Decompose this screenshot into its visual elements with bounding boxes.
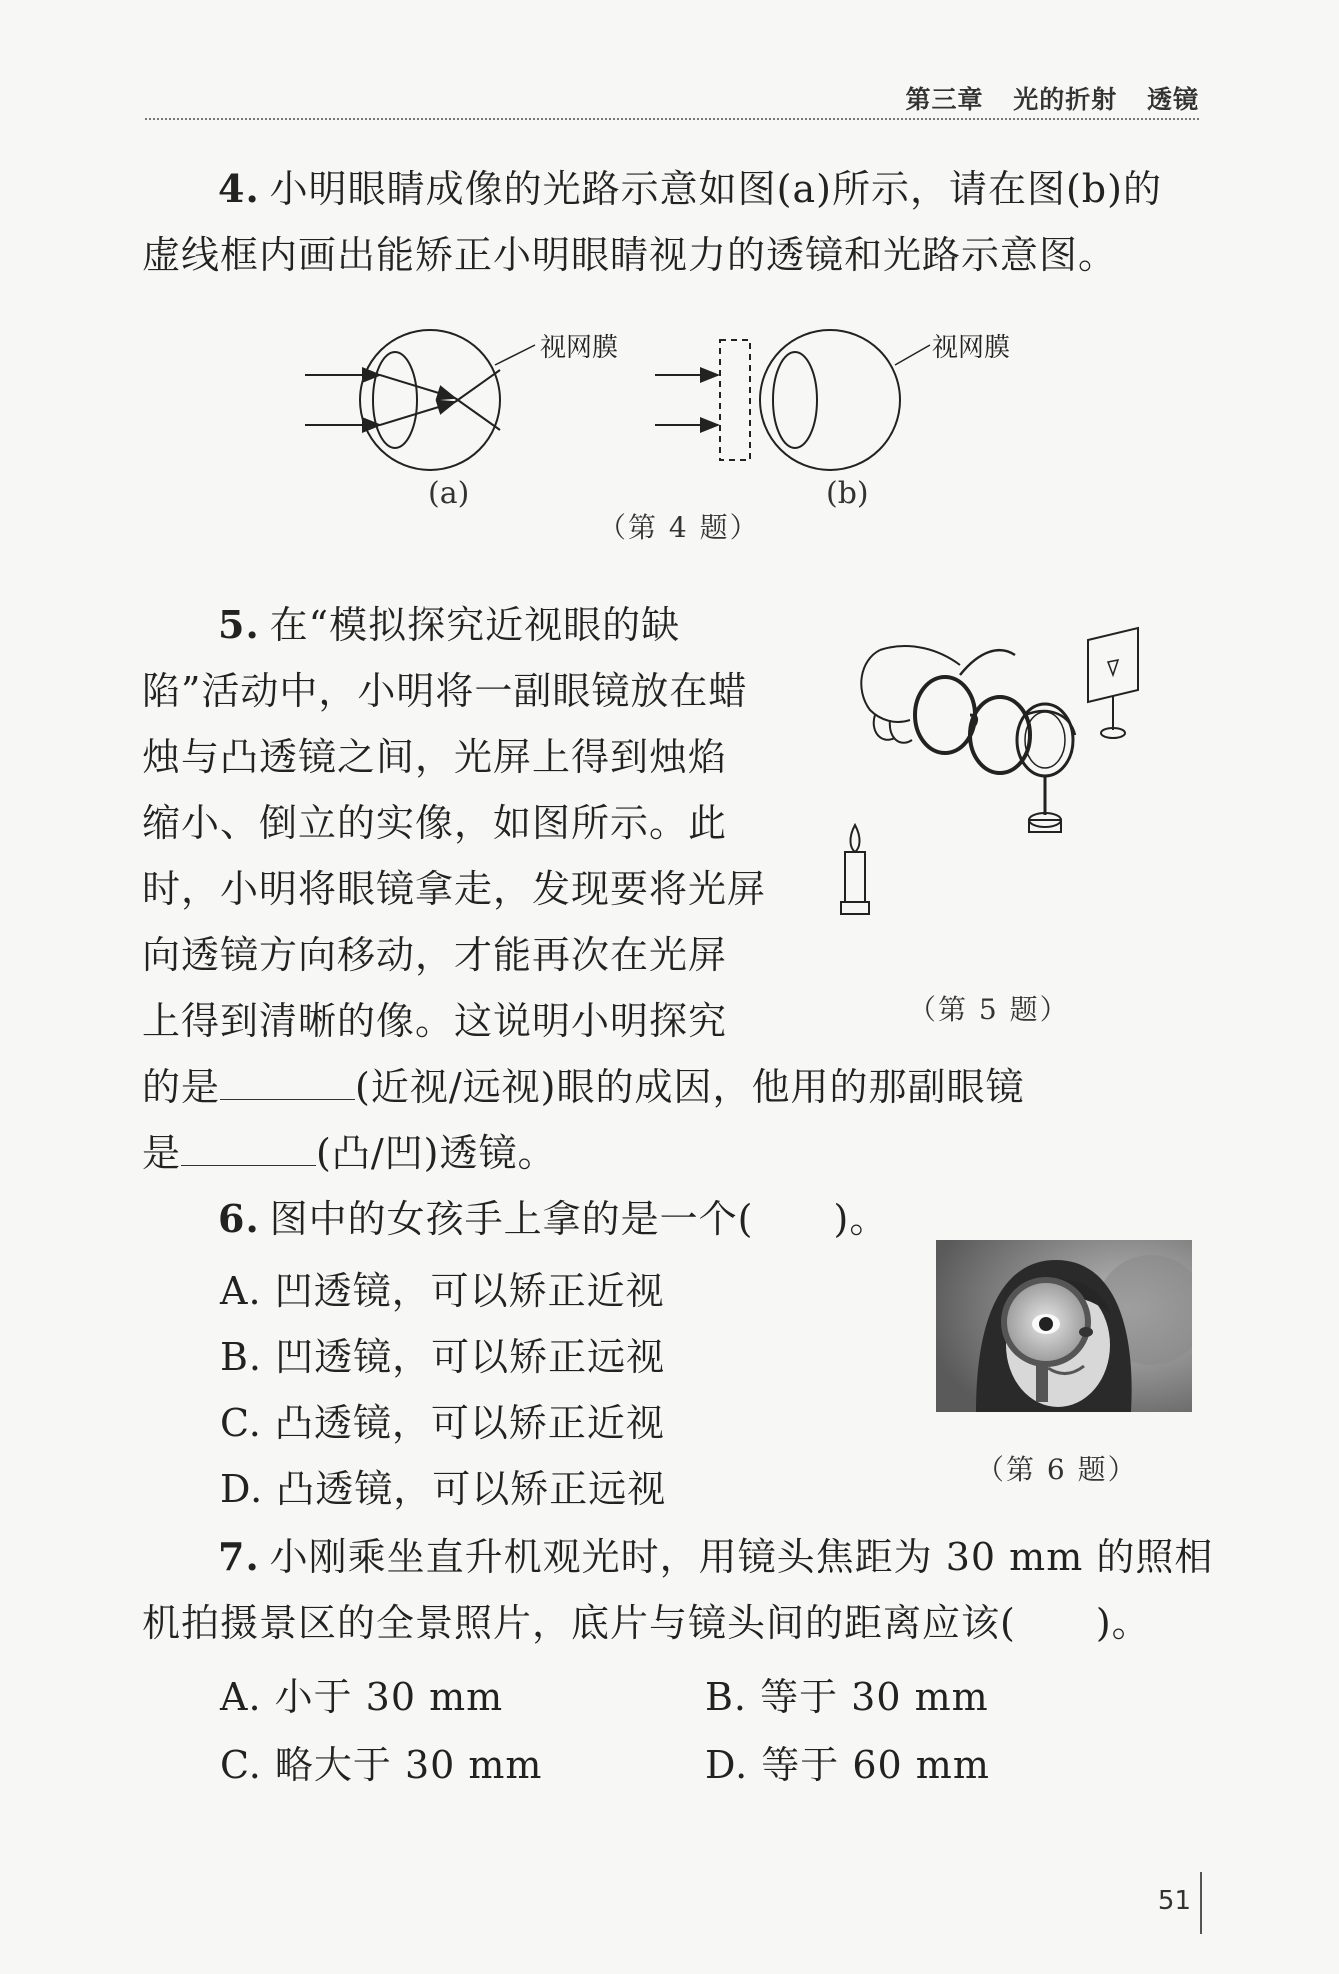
- q6-option-c: C. 凸透镜，可以矫正近视: [220, 1401, 665, 1445]
- q5-line1: 5. 在“模拟探究近视眼的缺: [218, 602, 681, 647]
- girl-magnifier-photo: [936, 1240, 1192, 1412]
- q4-line2: 虚线框内画出能矫正小明眼睛视力的透镜和光路示意图。: [142, 233, 1118, 277]
- q7-number: 7.: [218, 1534, 260, 1579]
- q6-option-d: D. 凸透镜，可以矫正远视: [220, 1467, 667, 1511]
- q5-line8: 的是 (近视/远视)眼的成因，他用的那副眼镜: [142, 1054, 1024, 1120]
- q6-option-a: A. 凹透镜，可以矫正近视: [220, 1269, 665, 1313]
- q5-caption: （第 5 题）: [908, 993, 1070, 1026]
- page-number: 51: [1157, 1886, 1191, 1916]
- q4-caption: （第 4 题）: [598, 511, 760, 544]
- q5-blank-2[interactable]: [181, 1125, 316, 1166]
- page-number-bar: [1200, 1872, 1202, 1934]
- sub-caption-a: (a): [428, 476, 470, 511]
- chapter-title-1: 光的折射: [1013, 85, 1118, 114]
- candle-icon: [841, 825, 869, 914]
- running-header: [886, 80, 1199, 116]
- q7-line1: 7. 小刚乘坐直升机观光时，用镜头焦距为 30 mm 的照相: [218, 1534, 1214, 1579]
- glasses-icon: [915, 650, 1075, 773]
- q6-caption: （第 6 题）: [976, 1453, 1138, 1486]
- q4-line1: 4. 小明眼睛成像的光路示意如图(a)所示，请在图(b)的: [218, 166, 1162, 211]
- q5-line4: 缩小、倒立的实像，如图所示。此: [142, 801, 728, 845]
- retina-label-b: 视网膜: [932, 333, 1011, 363]
- screen-icon: [1088, 628, 1138, 738]
- q5-line7: 上得到清晰的像。这说明小明探究: [142, 999, 728, 1043]
- q6-stem: 6. 图中的女孩手上拿的是一个( )。: [218, 1196, 889, 1241]
- retina-label-a: 视网膜: [540, 333, 619, 363]
- q5-line3: 烛与凸透镜之间，光屏上得到烛焰: [142, 735, 728, 779]
- q7-option-d: D. 等于 60 mm: [705, 1743, 990, 1787]
- q5-blank-1[interactable]: [220, 1059, 355, 1100]
- sub-caption-b: (b): [826, 476, 869, 511]
- q5-line9: 是 (凸/凹)透镜。: [142, 1120, 556, 1186]
- chapter-title-2: 透镜: [1146, 85, 1199, 114]
- chapter-label: 第三章: [905, 85, 984, 114]
- q7-line2: 机拍摄景区的全景照片，底片与镜头间的距离应该( )。: [142, 1601, 1151, 1645]
- q5-line2: 陷”活动中，小明将一副眼镜放在蜡: [142, 669, 748, 713]
- eye-a-icon: [305, 330, 535, 470]
- q7-option-b: B. 等于 30 mm: [705, 1675, 989, 1719]
- q7-option-a: A. 小于 30 mm: [220, 1675, 504, 1719]
- eye-b-icon: [655, 330, 930, 470]
- q5-number: 5.: [218, 602, 260, 647]
- header-divider: [145, 118, 1199, 120]
- q5-line6: 向透镜方向移动，才能再次在光屏: [142, 933, 728, 977]
- q6-number: 6.: [218, 1196, 260, 1241]
- q7-option-c: C. 略大于 30 mm: [220, 1743, 543, 1787]
- q4-number: 4.: [218, 166, 260, 211]
- hand-icon: [861, 646, 960, 743]
- convex-lens-icon: [1017, 704, 1073, 832]
- q6-option-b: B. 凹透镜，可以矫正远视: [220, 1335, 666, 1379]
- q5-line5: 时，小明将眼镜拿走，发现要将光屏: [142, 867, 767, 911]
- q4-eye-diagram: [290, 320, 1050, 500]
- q5-experiment-illustration: [820, 620, 1160, 950]
